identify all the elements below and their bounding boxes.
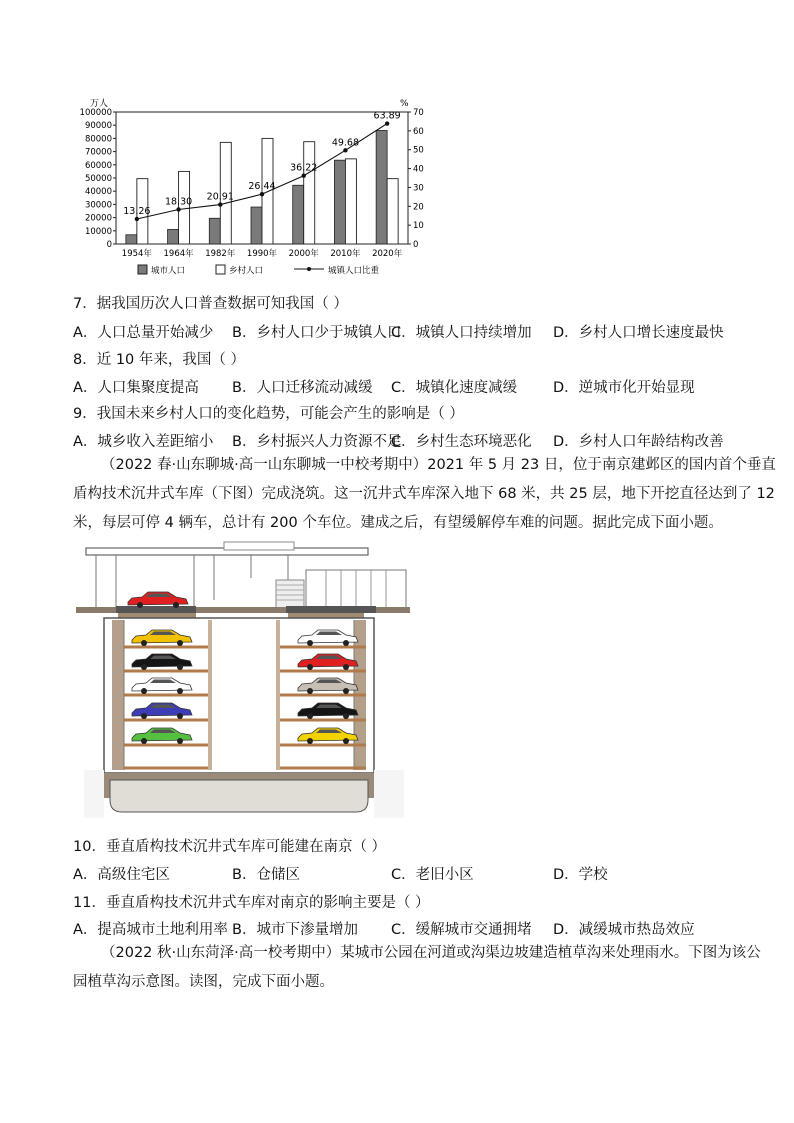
passage-garage-line-1: （2022 春·山东聊城·高一山东聊城一中校考期中）2021 年 5 月 23 日，位于南京建邺区的国内首个垂直 (101, 457, 776, 473)
q10-option-d[interactable]: D．学校 (553, 867, 608, 883)
y-left-tick-label: 90000 (84, 121, 112, 132)
passage-grass-ditch (73, 939, 761, 997)
x-tick-label: 1982年 (205, 249, 236, 259)
q10-option-b[interactable]: B．仓储区 (232, 867, 300, 883)
garage-cross-section-diagram (76, 540, 410, 825)
urban-population-bar (168, 229, 179, 244)
passage-garage (73, 451, 776, 538)
x-tick-label: 1964年 (163, 249, 194, 259)
y-right-tick-label: 40 (413, 164, 424, 175)
q7-option-c[interactable]: C．城镇人口持续增加 (391, 325, 532, 341)
legend-urban-label: 城市人口 (151, 266, 186, 276)
q9-option-a[interactable]: A．城乡收入差距缩小 (73, 434, 214, 450)
urban-population-bar (209, 218, 220, 244)
urban-ratio-data-label: 63.89 (373, 110, 401, 122)
urban-population-bar (293, 185, 304, 244)
urban-population-bar (376, 130, 387, 244)
passage-garage-line-3: 米，每层可停 4 辆车，总计有 200 个车位。建成之后，有望缓解停车难的问题。据此完成下面小题。 (73, 515, 723, 531)
legend-rural-label: 乡村人口 (229, 266, 264, 276)
x-tick-label: 2000年 (288, 249, 319, 259)
urban-ratio-data-label: 36.22 (290, 162, 318, 174)
legend-ratio-label: 城镇人口比重 (328, 266, 380, 276)
urban-ratio-point (343, 148, 347, 152)
urban-ratio-point (176, 207, 180, 211)
y-left-tick-label: 60000 (84, 160, 112, 171)
y-left-tick-label: 10000 (84, 226, 112, 237)
y-left-tick-label: 100000 (79, 108, 112, 118)
y-right-tick-label: 60 (413, 126, 424, 137)
q11-option-d[interactable]: D．减缓城市热岛效应 (553, 922, 695, 938)
y-left-tick-label: 70000 (84, 147, 112, 158)
x-tick-label: 1990年 (246, 249, 278, 259)
y-right-tick-label: 50 (413, 145, 424, 156)
urban-ratio-data-label: 20.91 (206, 191, 234, 203)
y-right-unit-label: % (400, 99, 409, 109)
urban-population-bar (251, 207, 262, 244)
urban-ratio-data-label: 13.26 (123, 205, 151, 217)
legend-ratio-marker (307, 267, 311, 271)
question-10-stem: 10．垂直盾构技术沉井式车库可能建在南京（ ） (73, 839, 387, 855)
q11-option-c[interactable]: C．缓解城市交通拥堵 (391, 922, 532, 938)
q8-option-d[interactable]: D．逆城市化开始显现 (553, 380, 695, 396)
x-tick-label: 2020年 (372, 249, 403, 259)
population-chart (70, 92, 450, 284)
y-right-tick-label: 10 (413, 221, 424, 232)
question-7-stem: 7．据我国历次人口普查数据可知我国（ ） (73, 296, 348, 312)
y-left-tick-label: 0 (106, 240, 112, 250)
q10-option-a[interactable]: A．高级住宅区 (73, 867, 170, 883)
urban-ratio-point (302, 173, 306, 177)
y-left-tick-label: 40000 (84, 187, 112, 198)
passage-garage-line-2: 盾构技术沉井式车库（下图）完成浇筑。这一沉井式车库深入地下 68 米，共 25 层，地下开挖直径达到了 12 (73, 486, 775, 502)
y-left-tick-label: 30000 (84, 200, 112, 211)
q9-option-c[interactable]: C．乡村生态环境恶化 (391, 434, 532, 450)
q7-option-b[interactable]: B．乡村人口少于城镇人口 (232, 325, 402, 341)
question-9-stem: 9．我国未来乡村人口的变化趋势，可能会产生的影响是（ ） (73, 406, 464, 422)
q8-option-b[interactable]: B．人口迁移流动减缓 (232, 380, 373, 396)
x-tick-label: 1954年 (121, 249, 152, 259)
urban-ratio-data-label: 18.30 (164, 196, 193, 208)
urban-ratio-data-label: 49.68 (331, 137, 360, 149)
y-right-tick-label: 70 (413, 108, 424, 118)
q11-option-a[interactable]: A．提高城市土地利用率 (73, 922, 228, 938)
x-tick-label: 2010年 (330, 249, 361, 259)
q10-option-c[interactable]: C．老旧小区 (391, 867, 474, 883)
rural-population-bar (387, 179, 398, 244)
q7-option-a[interactable]: A．人口总量开始减少 (73, 325, 214, 341)
q8-option-a[interactable]: A．人口集聚度提高 (73, 380, 199, 396)
urban-ratio-point (218, 202, 222, 206)
q8-option-c[interactable]: C．城镇化速度减缓 (391, 380, 518, 396)
rural-population-bar (179, 171, 190, 244)
passage-grass-line-2: 园植草沟示意图。读图，完成下面小题。 (73, 974, 334, 990)
urban-population-bar (126, 235, 137, 244)
q9-option-b[interactable]: B．乡村振兴人力资源不足 (232, 434, 402, 450)
chart-legend (138, 265, 380, 276)
q11-option-b[interactable]: B．城市下渗量增加 (232, 922, 358, 938)
y-right-tick-label: 30 (413, 183, 424, 194)
q7-option-d[interactable]: D．乡村人口增长速度最快 (553, 325, 724, 341)
rural-population-bar (304, 142, 315, 244)
y-left-tick-label: 50000 (84, 174, 112, 184)
question-11-stem: 11．垂直盾构技术沉井式车库对南京的影响主要是（ ） (73, 895, 430, 911)
urban-ratio-data-label: 26.44 (248, 181, 276, 193)
q9-option-d[interactable]: D．乡村人口年龄结构改善 (553, 434, 724, 450)
rural-population-bar (345, 159, 356, 244)
question-8-stem: 8．近 10 年来，我国（ ） (73, 352, 246, 368)
urban-ratio-point (135, 217, 139, 221)
y-left-tick-label: 80000 (84, 134, 112, 145)
urban-population-bar (334, 160, 345, 244)
y-right-tick-label: 0 (413, 240, 419, 250)
y-left-tick-label: 20000 (84, 213, 112, 224)
legend-urban-swatch (138, 265, 147, 274)
legend-rural-swatch (216, 265, 225, 274)
urban-ratio-point (260, 192, 264, 196)
urban-ratio-point (385, 121, 389, 125)
y-left-unit-label: 万人 (90, 99, 109, 109)
y-right-tick-label: 20 (413, 202, 424, 213)
passage-grass-line-1: （2022 秋·山东菏泽·高一校考期中）某城市公园在河道或沟渠边坡建造植草沟来处理雨水。下图为该公 (101, 945, 761, 961)
